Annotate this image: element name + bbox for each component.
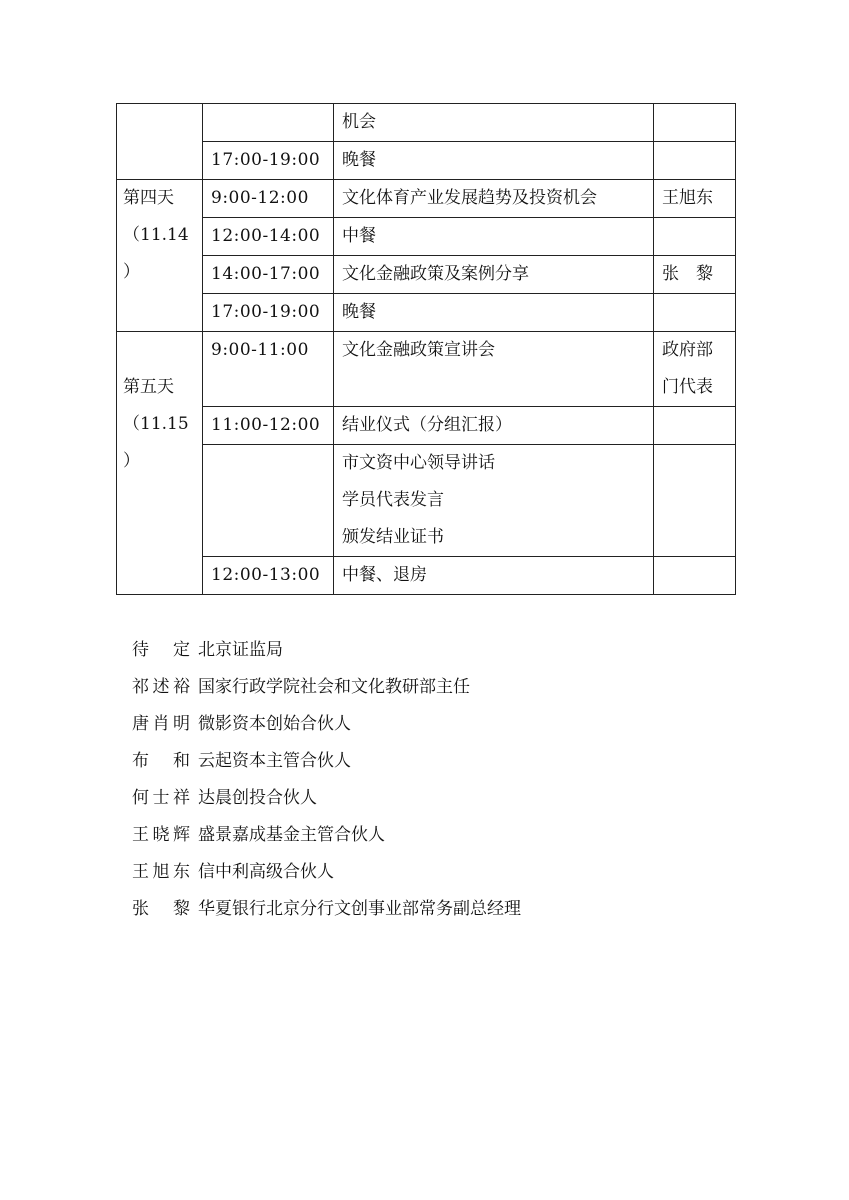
speaker-cell [654,142,736,180]
content-line: 颁发结业证书 [342,527,444,547]
table-row [117,218,736,256]
list-item [132,669,521,706]
content-cell: 文化金融政策及案例分享 [334,256,654,294]
speaker-cell [654,445,736,557]
day-cell-continued [117,104,203,180]
speaker-title: 国家行政学院社会和文化教研部主任 [198,677,470,697]
content-cell: 晚餐 [334,142,654,180]
speaker-title: 盛景嘉成基金主管合伙人 [198,825,385,845]
speaker-cell [654,557,736,595]
day-label: 第四天 [123,188,174,208]
table-row [117,445,736,557]
speaker-title: 信中利高级合伙人 [198,862,334,882]
time-cell: 12:00-14:00 [203,218,334,256]
list-item [132,891,521,928]
content-cell: 机会 [334,104,654,142]
speaker-line: 门代表 [662,377,713,397]
speaker-name: 待 定 [132,640,190,660]
time-cell [203,445,334,557]
table-row [117,332,736,407]
content-cell: 结业仪式（分组汇报） [334,407,654,445]
speaker-name: 何士祥 [132,788,190,808]
day-spacer [123,332,202,369]
content-cell: 文化体育产业发展趋势及投资机会 [334,180,654,218]
speaker-line: 政府部 [662,340,713,360]
day-date: （11.14 [123,225,189,245]
time-cell: 9:00-12:00 [203,180,334,218]
speaker-cell: 张 黎 [654,256,736,294]
speaker-title: 华夏银行北京分行文创事业部常务副总经理 [198,899,521,919]
day-date: （11.15 [123,414,189,434]
day-label: 第五天 [123,377,174,397]
content-line: 市文资中心领导讲话 [342,453,495,473]
speaker-list [132,632,521,928]
table-row [117,180,736,218]
time-cell: 11:00-12:00 [203,407,334,445]
speaker-title: 微影资本创始合伙人 [198,714,351,734]
list-item [132,780,521,817]
list-item [132,632,521,669]
time-cell: 14:00-17:00 [203,256,334,294]
time-cell: 12:00-13:00 [203,557,334,595]
day-cell-day4 [117,180,203,332]
schedule-table [116,103,736,595]
table-row [117,256,736,294]
content-line: 学员代表发言 [342,490,444,510]
table-row [117,104,736,142]
speaker-name: 唐肖明 [132,714,190,734]
table-row [117,142,736,180]
speaker-title: 云起资本主管合伙人 [198,751,351,771]
time-cell: 17:00-19:00 [203,142,334,180]
time-cell: 9:00-11:00 [203,332,334,407]
speaker-name: 祁述裕 [132,677,190,697]
table-row [117,407,736,445]
list-item [132,706,521,743]
day-cell-day5 [117,332,203,595]
speaker-cell [654,294,736,332]
content-cell: 晚餐 [334,294,654,332]
speaker-title: 北京证监局 [198,640,283,660]
speaker-name: 王旭东 [132,862,190,882]
speaker-cell [654,332,736,407]
speaker-cell [654,407,736,445]
speaker-title: 达晨创投合伙人 [198,788,317,808]
speaker-name: 布 和 [132,751,190,771]
table-row [117,294,736,332]
time-cell: 17:00-19:00 [203,294,334,332]
content-cell: 中餐、退房 [334,557,654,595]
content-cell: 文化金融政策宣讲会 [334,332,654,407]
speaker-cell [654,218,736,256]
day-date-close: ） [123,262,140,282]
speaker-name: 王晓辉 [132,825,190,845]
list-item [132,817,521,854]
day-date-close: ） [123,451,140,471]
speaker-name: 张 黎 [132,899,190,919]
list-item [132,854,521,891]
content-cell [334,445,654,557]
table-row [117,557,736,595]
content-cell: 中餐 [334,218,654,256]
speaker-cell: 王旭东 [654,180,736,218]
list-item [132,743,521,780]
speaker-cell [654,104,736,142]
time-cell [203,104,334,142]
